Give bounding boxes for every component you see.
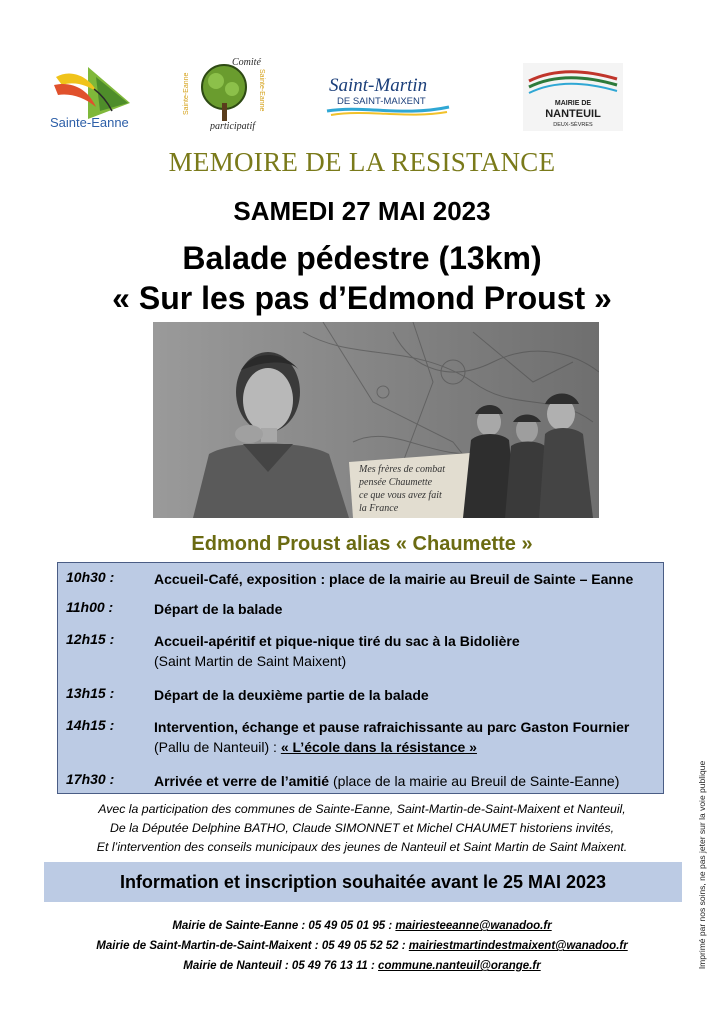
- nanteuil-region: DEUX-SÈVRES: [553, 122, 593, 128]
- schedule-desc-sub: (Saint Martin de Saint Maixent): [154, 653, 347, 669]
- participation-line: Avec la participation des communes de Sainte-Eanne, Saint-Martin-de-Saint-Maixent et Nanteuil,: [98, 802, 626, 816]
- event-date: SAMEDI 27 MAI 2023: [233, 196, 491, 226]
- comite-text: Comité: [232, 57, 261, 68]
- schedule-desc-sub: (Pallu de Nanteuil) :: [154, 739, 281, 755]
- saint-martin-title: Saint-Martin: [329, 75, 428, 96]
- handwriting-line: Mes frères de combat: [359, 464, 445, 475]
- nanteuil-logo: [523, 63, 623, 131]
- comite-side-left-text: Sainte-Eanne: [183, 72, 190, 115]
- schedule-desc-sub: (place de la mairie au Breuil de Sainte-Eanne): [329, 773, 620, 789]
- contact-line: [0, 916, 724, 936]
- contact-label: Mairie de Nanteuil : 05 49 76 13 11 :: [183, 960, 379, 972]
- schedule-desc-block: [154, 771, 659, 791]
- print-notice-text: Imprimé par nos soins, ne pas jeter sur la voie publique: [697, 760, 707, 970]
- ecole-resistance-link[interactable]: « L’école dans la résistance »: [280, 739, 477, 755]
- print-notice: [692, 750, 712, 980]
- contact-email-link[interactable]: commune.nanteuil@orange.fr: [378, 960, 541, 972]
- historical-photo: [153, 322, 599, 518]
- schedule-desc: Départ de la balade: [154, 601, 283, 617]
- participation-line: De la Députée Delphine BATHO, Claude SIMONNET et Michel CHAUMET historiens invités,: [109, 821, 615, 835]
- schedule-desc: Accueil-Café, exposition : place de la mairie au Breuil de Sainte – Eanne: [154, 571, 634, 587]
- participation-line: Et l’intervention des conseils municipaux des jeunes de Nanteuil et Saint Martin de Saint Maixent.: [96, 840, 628, 854]
- handwriting-line: pensée Chaumette: [359, 477, 433, 488]
- event-title: « Sur les pas d’Edmond Proust »: [112, 280, 612, 316]
- schedule-desc: Arrivée et verre de l’amitié: [154, 773, 330, 789]
- comite-side-right-text: Sainte-Eanne: [258, 69, 265, 112]
- comite-participatif-logo: [180, 55, 270, 131]
- schedule-time: 13h15 :: [66, 685, 115, 701]
- nanteuil-name: NANTEUIL: [545, 108, 601, 120]
- saint-martin-logo: [323, 69, 453, 119]
- sainte-eanne-emblem: [48, 59, 138, 131]
- saint-martin-emblem: [323, 69, 453, 119]
- schedule-desc-block: [154, 631, 659, 671]
- schedule-desc-block: [154, 717, 659, 757]
- schedule-panel: [57, 562, 664, 794]
- sainte-eanne-logo: [48, 59, 138, 131]
- schedule-time: 12h15 :: [66, 631, 115, 647]
- schedule-time: 10h30 :: [66, 569, 115, 585]
- schedule-time: 17h30 :: [66, 771, 115, 787]
- handwriting-line: ce que vous avez fait: [359, 490, 442, 501]
- participatif-text: participatif: [210, 121, 255, 131]
- saint-martin-subtitle: DE SAINT-MAIXENT: [337, 96, 426, 107]
- sainte-eanne-logo-text: Sainte-Eanne: [50, 115, 129, 130]
- schedule-desc: Départ de la deuxième partie de la balade: [154, 687, 429, 703]
- handwriting-line: la France: [359, 503, 399, 514]
- contact-line: [0, 936, 724, 956]
- registration-banner: Information et inscription souhaitée avant le 25 MAI 2023: [44, 862, 682, 902]
- contact-email-link[interactable]: mairiesteeanne@wanadoo.fr: [395, 920, 552, 932]
- schedule-desc: Intervention, échange et pause rafraichissante au parc Gaston Fournier: [154, 719, 630, 735]
- contact-label: Mairie de Saint-Martin-de-Saint-Maixent : 05 49 05 52 52 :: [96, 940, 409, 952]
- contact-email-link[interactable]: mairiestmartindestmaixent@wanadoo.fr: [408, 940, 628, 952]
- contact-label: Mairie de Sainte-Eanne : 05 49 05 01 95 :: [172, 920, 396, 932]
- participation-text: [0, 800, 724, 857]
- nanteuil-mairie-de: MAIRIE DE: [554, 100, 592, 107]
- schedule-desc: Accueil-apéritif et pique-nique tiré du sac à la Bidolière: [154, 633, 520, 649]
- logo-strip: [40, 55, 680, 135]
- event-subtitle: Balade pédestre (13km): [182, 240, 542, 276]
- memoire-title: MEMOIRE DE LA RESISTANCE: [168, 147, 556, 177]
- nanteuil-emblem: [523, 63, 623, 131]
- contact-line: [0, 956, 724, 976]
- alias-heading: Edmond Proust alias « Chaumette »: [191, 533, 533, 555]
- photo-collage: [153, 322, 599, 518]
- tree-emblem: [180, 55, 270, 131]
- contacts-block: [0, 916, 724, 976]
- schedule-time: 11h00 :: [66, 599, 114, 615]
- schedule-time: 14h15 :: [66, 717, 115, 733]
